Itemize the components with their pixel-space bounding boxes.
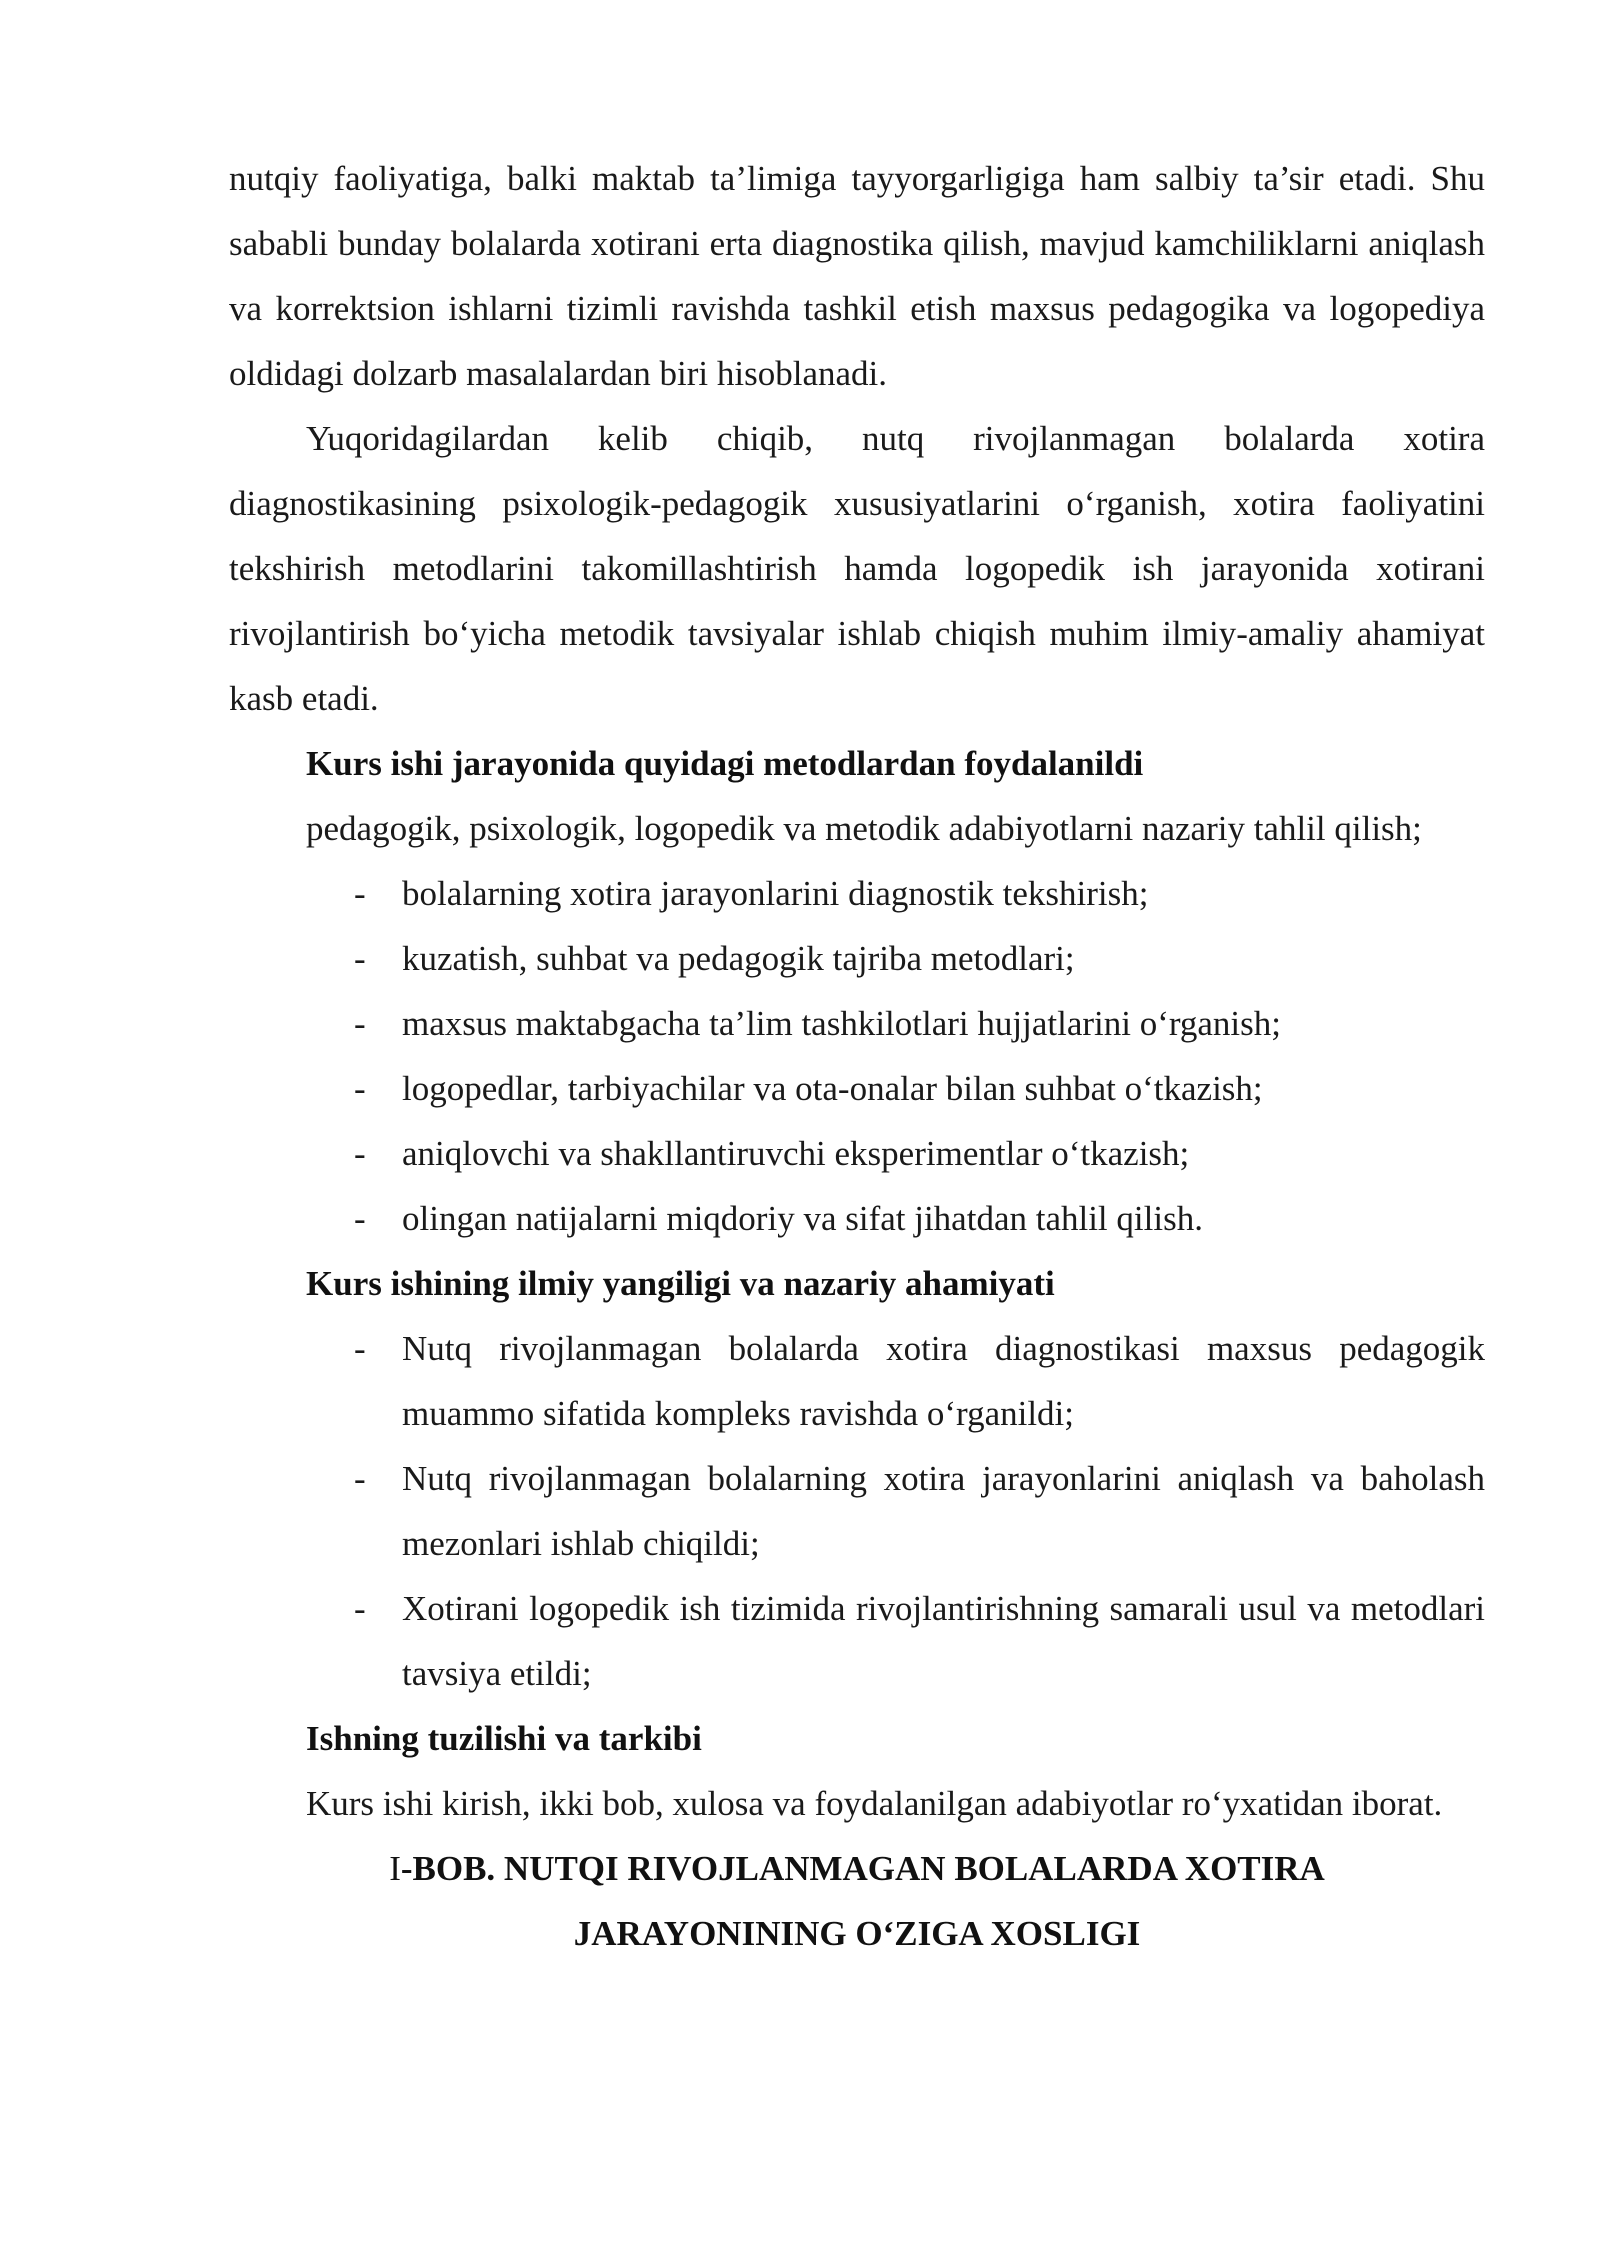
list-item (229, 1576, 1485, 1706)
list-item (229, 1056, 1485, 1121)
list-item (229, 861, 1485, 926)
dash-bullet: - (354, 1459, 366, 1498)
list-item-text: aniqlovchi va shakllantiruvchi eksperimentlar o‘tkazish; (402, 1134, 1190, 1173)
paragraph-relevance: Yuqoridagilardan kelib chiqib, nutq rivojlanmagan bolalarda xotira diagnostikasining psixologik-pedagogik xususiyatlarini o‘rganish, xotira faoliyatini tekshirish metodlarini takomillashtirish hamda logopedik ish jarayonida xotirani rivojlantirish bo‘yicha metodik tavsiyalar ishlab chiqish muhim ilmiy-amaliy ahamiyat kasb etadi. (229, 419, 1485, 718)
dash-bullet: - (354, 1199, 366, 1238)
dash-bullet: - (354, 1589, 366, 1628)
list-item (229, 926, 1485, 991)
methods-list (229, 861, 1485, 1251)
list-item (229, 1316, 1485, 1446)
dash-bullet: - (354, 1329, 366, 1368)
list-item-text: logopedlar, tarbiyachilar va ota-onalar bilan suhbat o‘tkazish; (402, 1069, 1263, 1108)
paragraph-intro-continuation: nutqiy faoliyatiga, balki maktab ta’limiga tayyorgarligiga ham salbiy ta’sir etadi. Shu sababli bunday bolalarda xotirani erta diagnostika qilish, mavjud kamchiliklarni aniqlash va korrektsion ishlarni tizimli ravishda tashkil etish maxsus pedagogika va logopediya oldidagi dolzarb masalalardan biri hisoblanadi. (229, 159, 1485, 393)
list-item (229, 1446, 1485, 1576)
chapter-title-text: -BOB. NUTQI RIVOJLANMAGAN BOLALARDA XOTIRA (400, 1849, 1325, 1888)
document-page (229, 146, 1485, 1966)
list-item-text: Nutq rivojlanmagan bolalarning xotira jarayonlarini aniqlash va baholash mezonlari ishlab chiqildi; (402, 1459, 1485, 1563)
list-item (229, 991, 1485, 1056)
list-item-text: olingan natijalarni miqdoriy va sifat jihatdan tahlil qilish. (402, 1199, 1203, 1238)
dash-bullet: - (354, 1069, 366, 1108)
list-item (229, 1121, 1485, 1186)
methods-heading: Kurs ishi jarayonida quyidagi metodlardan foydalanildi (306, 744, 1144, 783)
list-item-text: Nutq rivojlanmagan bolalarda xotira diagnostikasi maxsus pedagogik muammo sifatida kompleks ravishda o‘rganildi; (402, 1329, 1485, 1433)
chapter-number: I (389, 1849, 401, 1888)
dash-bullet: - (354, 1134, 366, 1173)
dash-bullet: - (354, 874, 366, 913)
list-item-text: maxsus maktabgacha ta’lim tashkilotlari hujjatlarini o‘rganish; (402, 1004, 1281, 1043)
chapter-title-line-2: JARAYONINING O‘ZIGA XOSLIGI (573, 1914, 1141, 1953)
chapter-title-line-1 (229, 1836, 1485, 1901)
list-item-text: Xotirani logopedik ish tizimida rivojlantirishning samarali usul va metodlari tavsiya etildi; (402, 1589, 1485, 1693)
list-item-text: kuzatish, suhbat va pedagogik tajriba metodlari; (402, 939, 1075, 978)
methods-intro: pedagogik, psixologik, logopedik va metodik adabiyotlarni nazariy tahlil qilish; (306, 809, 1422, 848)
novelty-list (229, 1316, 1485, 1706)
novelty-heading: Kurs ishining ilmiy yangiligi va nazariy ahamiyati (306, 1264, 1055, 1303)
dash-bullet: - (354, 939, 366, 978)
dash-bullet: - (354, 1004, 366, 1043)
list-item (229, 1186, 1485, 1251)
structure-heading: Ishning tuzilishi va tarkibi (306, 1719, 702, 1758)
structure-paragraph: Kurs ishi kirish, ikki bob, xulosa va foydalanilgan adabiyotlar ro‘yxatidan iborat. (306, 1784, 1443, 1823)
list-item-text: bolalarning xotira jarayonlarini diagnostik tekshirish; (402, 874, 1149, 913)
